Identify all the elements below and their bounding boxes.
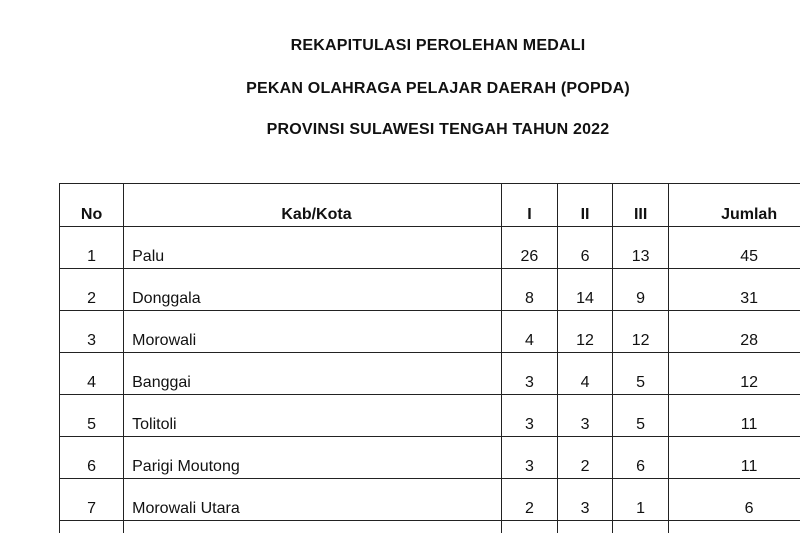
cell-silver: 2 [557,437,612,479]
cell-gold: 3 [501,353,557,395]
cell-no: 4 [60,353,124,395]
table-row [60,479,800,521]
cell-gold: 26 [501,227,557,269]
document-title-line-3: PROVINSI SULAWESI TENGAH TAHUN 2022 [266,121,610,138]
cell-kab-kota: Morowali Utara [124,479,502,521]
cell-bronze: 13 [613,227,669,269]
cell-kab-kota: Tolitoli [124,395,502,437]
header-jumlah: Jumlah [669,184,800,227]
cell-empty [669,521,800,533]
cell-bronze: 12 [613,311,669,353]
cell-kab-kota: Palu [124,227,502,269]
cell-bronze: 6 [613,437,669,479]
cell-empty [60,521,124,533]
cell-kab-kota: Banggai [124,353,502,395]
cell-no: 6 [60,437,124,479]
cell-no: 3 [60,311,124,353]
cell-jumlah: 11 [669,437,800,479]
cell-empty [501,521,557,533]
table-header-row [60,184,800,227]
cell-kab-kota: Morowali [124,311,502,353]
table-row [60,269,800,311]
cell-no: 2 [60,269,124,311]
cell-bronze: 5 [613,353,669,395]
cell-kab-kota: Parigi Moutong [124,437,502,479]
cell-jumlah: 28 [669,311,800,353]
cell-gold: 4 [501,311,557,353]
table-row [60,395,800,437]
cell-gold: 8 [501,269,557,311]
header-gold: I [501,184,557,227]
table-row [60,311,800,353]
cell-jumlah: 45 [669,227,800,269]
header-bronze: III [613,184,669,227]
cell-jumlah: 12 [669,353,800,395]
header-silver: II [557,184,612,227]
cell-silver: 14 [557,269,612,311]
header-kab-kota: Kab/Kota [124,184,502,227]
cell-jumlah: 6 [669,479,800,521]
table-row [60,227,800,269]
cell-gold: 2 [501,479,557,521]
cell-no: 5 [60,395,124,437]
cell-no: 7 [60,479,124,521]
cell-silver: 12 [557,311,612,353]
cell-silver: 3 [557,395,612,437]
cell-gold: 3 [501,395,557,437]
table-row-cutoff [60,521,800,533]
document-title-line-2: PEKAN OLAHRAGA PELAJAR DAERAH (POPDA) [246,80,630,97]
cell-silver: 4 [557,353,612,395]
cell-jumlah: 31 [669,269,800,311]
cell-silver: 6 [557,227,612,269]
document-title-line-1: REKAPITULASI PEROLEHAN MEDALI [290,37,586,54]
cell-bronze: 5 [613,395,669,437]
cell-empty [557,521,612,533]
header-no: No [60,184,124,227]
cell-no: 1 [60,227,124,269]
table-row [60,353,800,395]
table-row [60,437,800,479]
cell-empty [613,521,669,533]
cell-bronze: 9 [613,269,669,311]
cell-empty [124,521,502,533]
cell-silver: 3 [557,479,612,521]
cell-gold: 3 [501,437,557,479]
cell-kab-kota: Donggala [124,269,502,311]
medal-recap-table [59,183,800,533]
cell-jumlah: 11 [669,395,800,437]
cell-bronze: 1 [613,479,669,521]
